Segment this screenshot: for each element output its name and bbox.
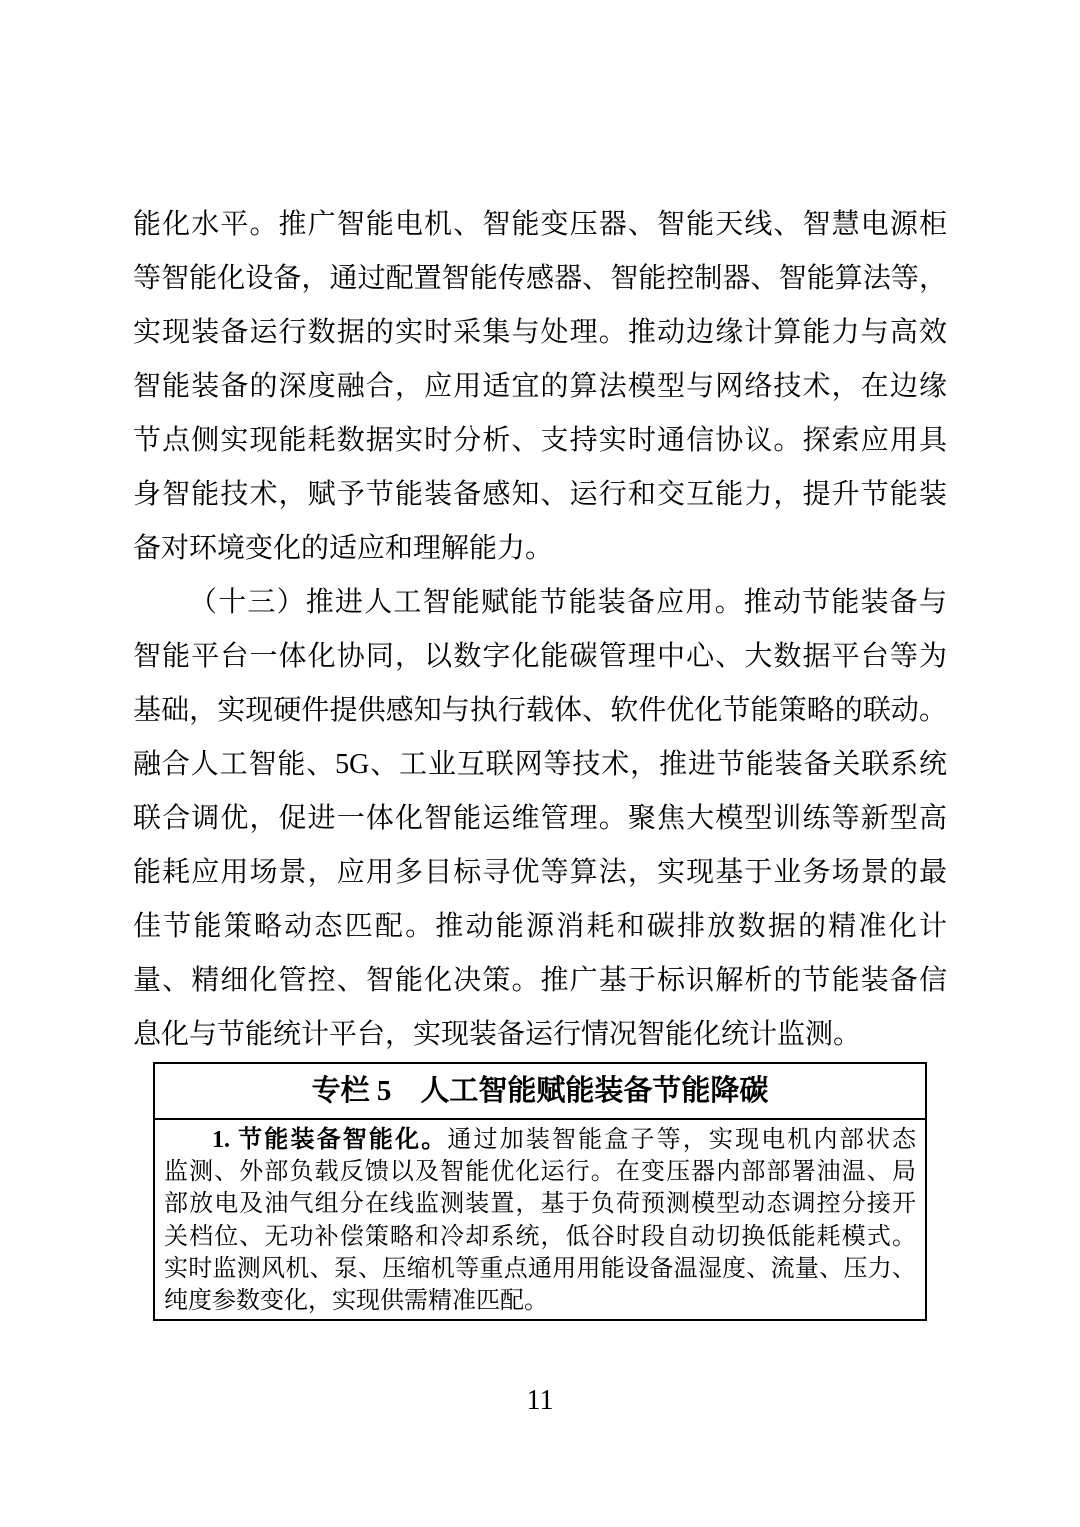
text-line: 备对环境变化的适应和理解能力。 [133, 533, 554, 564]
text-line: 能耗应用场景，应用多目标寻优等算法，实现基于业务场景的最 [133, 857, 947, 888]
box-text-line: 部放电及油气组分在线监测装置，基于负荷预测模型动态调控分接开 [164, 1191, 916, 1218]
box-text-line [164, 1124, 916, 1156]
text-line: 智能平台一体化协同，以数字化能碳管理中心、大数据平台等为 [133, 641, 947, 672]
box-text-line: 实时监测风机、泵、压缩机等重点通用用能设备温湿度、流量、压力、 [164, 1255, 916, 1282]
text-line: 实现装备运行数据的实时采集与处理。推动边缘计算能力与高效 [133, 317, 947, 348]
text-line: 融合人工智能、5G、工业互联网等技术，推进节能装备关联系统 [133, 749, 947, 780]
page-number: 11 [526, 1385, 554, 1416]
box-item-lead: 1. 节能装备智能化。 [212, 1127, 448, 1153]
text-line: 等智能化设备，通过配置智能传感器、智能控制器、智能算法等， [133, 263, 947, 294]
box-item-lead-rest: 通过加装智能盒子等，实现电机内部状态 [447, 1127, 917, 1153]
text-line: 基础，实现硬件提供感知与执行载体、软件优化节能策略的联动。 [133, 695, 947, 726]
callout-box-zhuanlan-5 [153, 1062, 927, 1321]
box-text-line: 关档位、无功补偿策略和冷却系统，低谷时段自动切换低能耗模式。 [164, 1223, 916, 1250]
section-13-heading-line: （十三）推进人工智能赋能节能装备应用。推动节能装备与 [189, 587, 947, 618]
text-line: 节点侧实现能耗数据实时分析、支持实时通信协议。探索应用具 [133, 425, 947, 456]
callout-box-title: 专栏 5 人工智能赋能装备节能降碳 [155, 1064, 925, 1120]
main-text [133, 198, 947, 1062]
box-text-line: 监测、外部负载反馈以及智能优化运行。在变压器内部部署油温、局 [164, 1159, 916, 1186]
callout-box-body [155, 1120, 925, 1319]
text-line: 佳节能策略动态匹配。推动能源消耗和碳排放数据的精准化计 [133, 911, 947, 942]
box-text-line: 纯度参数变化，实现供需精准匹配。 [164, 1288, 548, 1315]
text-line: 身智能技术，赋予节能装备感知、运行和交互能力，提升节能装 [133, 479, 947, 510]
text-line: 智能装备的深度融合，应用适宜的算法模型与网络技术，在边缘 [133, 371, 947, 402]
text-line: 息化与节能统计平台，实现装备运行情况智能化统计监测。 [133, 1019, 862, 1050]
text-line: 联合调优，促进一体化智能运维管理。聚焦大模型训练等新型高 [133, 803, 947, 834]
text-line: 能化水平。推广智能电机、智能变压器、智能天线、智慧电源柜 [133, 209, 947, 240]
text-line: 量、精细化管控、智能化决策。推广基于标识解析的节能装备信 [133, 965, 947, 996]
